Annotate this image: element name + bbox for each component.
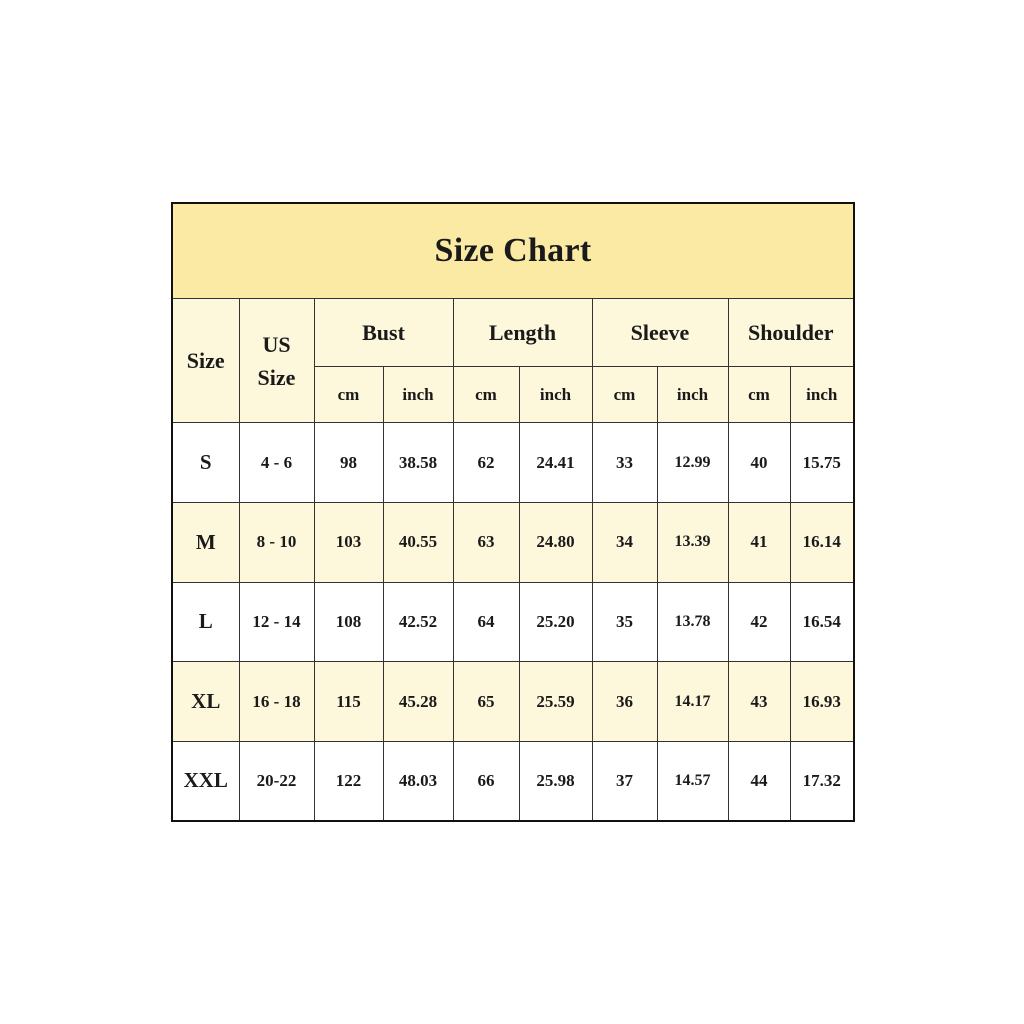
- bust-cm-value: 103: [314, 503, 383, 583]
- bust-cm-value: 115: [314, 662, 383, 742]
- sleeve-inch-value: 14.17: [657, 662, 728, 742]
- unit-header: inch: [657, 367, 728, 423]
- size-label: L: [172, 582, 239, 662]
- sleeve-inch-value: 14.57: [657, 741, 728, 821]
- bust-cm-value: 122: [314, 741, 383, 821]
- unit-header: inch: [790, 367, 854, 423]
- shoulder-inch-value: 15.75: [790, 423, 854, 503]
- sleeve-cm-value: 37: [592, 741, 657, 821]
- length-cm-value: 64: [453, 582, 519, 662]
- unit-header: cm: [592, 367, 657, 423]
- shoulder-cm-value: 40: [728, 423, 790, 503]
- us-size-value: 20-22: [239, 741, 314, 821]
- sleeve-cm-value: 35: [592, 582, 657, 662]
- unit-header: cm: [314, 367, 383, 423]
- sleeve-header: Sleeve: [592, 298, 728, 366]
- chart-title: Size Chart: [172, 203, 854, 298]
- us-size-header: US Size: [239, 298, 314, 423]
- table-row: [172, 741, 854, 821]
- sleeve-cm-value: 33: [592, 423, 657, 503]
- us-size-value: 12 - 14: [239, 582, 314, 662]
- shoulder-inch-value: 17.32: [790, 741, 854, 821]
- unit-header: inch: [383, 367, 453, 423]
- sleeve-inch-value: 13.39: [657, 503, 728, 583]
- sleeve-cm-value: 34: [592, 503, 657, 583]
- bust-inch-value: 48.03: [383, 741, 453, 821]
- length-inch-value: 24.80: [519, 503, 592, 583]
- shoulder-inch-value: 16.54: [790, 582, 854, 662]
- unit-header: inch: [519, 367, 592, 423]
- bust-header: Bust: [314, 298, 453, 366]
- table-row: [172, 423, 854, 503]
- size-label: XXL: [172, 741, 239, 821]
- length-cm-value: 63: [453, 503, 519, 583]
- sleeve-inch-value: 12.99: [657, 423, 728, 503]
- length-inch-value: 25.98: [519, 741, 592, 821]
- bust-inch-value: 38.58: [383, 423, 453, 503]
- shoulder-cm-value: 41: [728, 503, 790, 583]
- bust-inch-value: 45.28: [383, 662, 453, 742]
- shoulder-cm-value: 44: [728, 741, 790, 821]
- length-inch-value: 24.41: [519, 423, 592, 503]
- bust-cm-value: 108: [314, 582, 383, 662]
- table-row: [172, 503, 854, 583]
- us-size-value: 4 - 6: [239, 423, 314, 503]
- bust-cm-value: 98: [314, 423, 383, 503]
- sleeve-inch-value: 13.78: [657, 582, 728, 662]
- shoulder-inch-value: 16.14: [790, 503, 854, 583]
- length-cm-value: 66: [453, 741, 519, 821]
- us-size-value: 16 - 18: [239, 662, 314, 742]
- shoulder-header: Shoulder: [728, 298, 854, 366]
- bust-inch-value: 40.55: [383, 503, 453, 583]
- length-header: Length: [453, 298, 592, 366]
- table-row: [172, 662, 854, 742]
- us-size-value: 8 - 10: [239, 503, 314, 583]
- bust-inch-value: 42.52: [383, 582, 453, 662]
- length-cm-value: 65: [453, 662, 519, 742]
- shoulder-cm-value: 42: [728, 582, 790, 662]
- size-header: Size: [172, 298, 239, 423]
- sleeve-cm-value: 36: [592, 662, 657, 742]
- shoulder-cm-value: 43: [728, 662, 790, 742]
- unit-header: cm: [453, 367, 519, 423]
- length-inch-value: 25.59: [519, 662, 592, 742]
- length-inch-value: 25.20: [519, 582, 592, 662]
- table-row: [172, 582, 854, 662]
- shoulder-inch-value: 16.93: [790, 662, 854, 742]
- unit-header: cm: [728, 367, 790, 423]
- length-cm-value: 62: [453, 423, 519, 503]
- size-chart-table: [171, 202, 855, 822]
- size-label: S: [172, 423, 239, 503]
- size-label: XL: [172, 662, 239, 742]
- size-label: M: [172, 503, 239, 583]
- size-chart: [171, 202, 853, 822]
